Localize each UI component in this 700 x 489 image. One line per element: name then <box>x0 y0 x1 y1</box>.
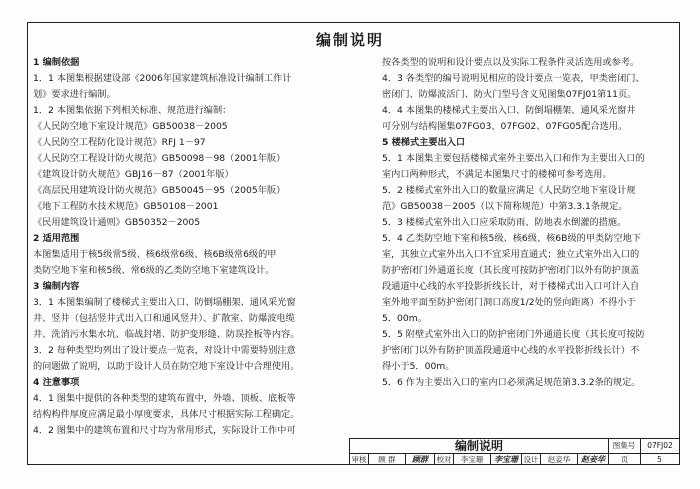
text-line: 5．2 楼梯式室外出入口的数量应满足《人民防空地下室设计规 <box>382 185 636 196</box>
page-label: 页 <box>609 454 641 465</box>
text-line: 4．2 图集中的建筑布置和尺寸均为常用形式，实际设计工作中可 <box>33 425 296 436</box>
text-line: 可分别与结构图集07FG03、07FG02、07FG05配合选用。 <box>382 121 628 132</box>
right-column <box>382 55 670 391</box>
section-heading: 2 适用范围 <box>33 233 80 244</box>
text-line: 段通道中心线的水平投影折线长计，对于楼梯式出入口可计入自 <box>382 281 640 292</box>
text-line: 3．1 本图集编制了楼梯式主要出入口、防倒塌棚架、通风采光窗 <box>33 297 296 308</box>
reviewer-name: 顾 群 <box>369 454 406 465</box>
text-line: 1．1 本图集根据建设部《2006年国家建筑标准设计编制工作计 <box>33 73 292 84</box>
reviewer-signature: 顾群 <box>406 454 435 465</box>
text-line: 室内口两种形式，不满足本图集尺寸的楼梯可参考选用。 <box>382 169 612 180</box>
text-line: 4．3 各类型的编号说明见相应的设计要点一览表，甲类密闭门、 <box>382 73 645 84</box>
text-line: 3．2 每种类型均列出了设计要点一览表，对设计中需要特别注意 <box>33 345 296 356</box>
text-line: 5．5 附壁式室外出入口的防护密闭门外通道长度（其长度可按防 <box>382 329 645 340</box>
text-line: 护密闭门以外有防护顶盖段通道中心线的水平投影折线长计）不 <box>382 345 640 356</box>
text-line: 1．2 本图集依据下列相关标准、规范进行编制： <box>33 105 232 116</box>
text-line: 井、竖井（包括竖井式出入口和通风竖井）、扩散室、防爆波电缆 <box>33 313 295 324</box>
check-label: 校对 <box>435 454 454 465</box>
text-line: 《建筑设计防火规范》GBJ16－87（2001年版） <box>33 169 234 180</box>
section-heading: 1 编制依据 <box>33 57 80 68</box>
text-line: 结构构件厚度应满足最小厚度要求，具体尺寸根据实际工程确定。 <box>33 409 300 420</box>
atlas-number: 07FJ02 <box>647 441 673 450</box>
section-heading: 4 注意事项 <box>33 377 80 388</box>
text-line: 范》GB50038－2005（以下简称规范）中第3.3.1条规定。 <box>382 201 628 212</box>
text-line: 室，其独立式室外出入口不宜采用直通式；独立式室外出入口的 <box>382 249 640 260</box>
text-line: 《高层民用建筑设计防火规范》GB50045－95（2005年版） <box>33 185 286 196</box>
text-line: 划》要求进行编制。 <box>33 89 116 100</box>
text-line: 《人民防空工程防化设计规范》RFJ 1－97 <box>33 137 206 148</box>
section-heading: 3 编制内容 <box>33 281 80 292</box>
text-line: 5．00m。 <box>382 313 427 324</box>
design-label: 设计 <box>522 454 541 465</box>
text-line: 4．4 本图集的楼梯式主要出入口、防倒塌棚架、通风采光窗井 <box>382 105 636 116</box>
text-line: 《人民防空工程设计防火规范》GB50098－98（2001年版） <box>33 153 286 164</box>
title-block-name: 编制说明 <box>350 439 609 453</box>
text-line: 本图集适用于核5级常5级、核6级常6级、核6B级常6级的甲 <box>33 249 277 260</box>
text-line: 井、洗消污水集水坑、临战封堵、防护变形缝、防误拴板等内容。 <box>33 329 300 340</box>
signature-row <box>350 453 679 465</box>
page-title: 编制说明 <box>315 31 384 49</box>
atlas-number-label: 图集号 <box>608 439 641 453</box>
page-number: 5 <box>657 455 662 464</box>
text-line: 5．4 乙类防空地下室和核5级、核6级、核6B级的甲类防空地下 <box>382 233 641 244</box>
review-label: 审核 <box>350 454 369 465</box>
text-line: 的问题做了说明，以助于设计人员在防空地下室设计中合理使用。 <box>33 361 300 372</box>
designer-signature: 赵妾华 <box>578 454 609 465</box>
section-heading: 5 楼梯式主要出入口 <box>382 137 466 148</box>
text-line: 《地下工程防水技术规范》GB50108－2001 <box>33 201 219 212</box>
text-line: 类防空地下室和核5级、常6级的乙类防空地下室建筑设计。 <box>33 265 275 276</box>
left-column <box>33 55 351 439</box>
text-line: 5．3 楼梯式室外出入口应采取防雨、防地表水倒灌的措施。 <box>382 217 627 228</box>
text-line: 密闭门、防爆波活门、防火门型号含义见图集07FJ01第11页。 <box>382 89 637 100</box>
designer-name: 赵妾华 <box>541 454 578 465</box>
text-line: 按各类型的说明和设计要点以及实际工程条件灵活选用或参考。 <box>382 57 640 68</box>
text-line: 《人民防空地下室设计规范》GB50038－2005 <box>33 121 228 132</box>
text-line: 4．1 图集中提供的各种类型的建筑布置中，外墙、顶板、底板等 <box>33 393 296 404</box>
checker-signature: 李宝珊 <box>491 454 522 465</box>
text-line: 5．6 作为主要出入口的室内口必须满足规范第3.3.2条的规定。 <box>382 377 641 388</box>
text-line: 《民用建筑设计通则》GB50352－2005 <box>33 217 201 228</box>
checker-name: 李宝珊 <box>454 454 491 465</box>
text-line: 室外地平面至防护密闭门洞口高度1/2处的竖向距离）不得小于 <box>382 297 636 308</box>
text-line: 得小于5．00m。 <box>382 361 455 372</box>
text-line: 5．1 本图集主要包括楼梯式室外主要出入口和作为主要出入口的 <box>382 153 645 164</box>
title-block <box>349 438 679 464</box>
text-line: 防护密闭门外通道长度（其长度可按防护密闭门以外有防护顶盖 <box>382 265 640 276</box>
